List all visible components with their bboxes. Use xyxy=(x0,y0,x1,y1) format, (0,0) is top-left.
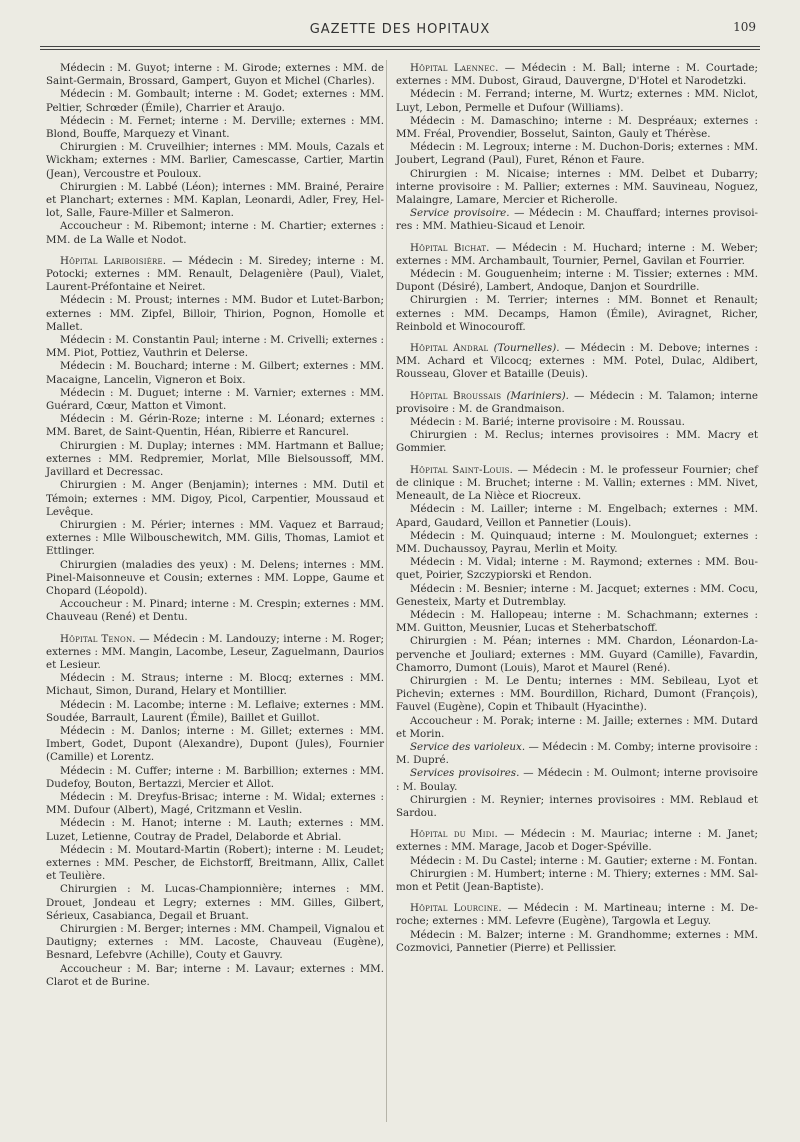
hospital-name: Hôpital Lariboisière. xyxy=(60,254,167,267)
staff-listing: — Médecin : M. Mauriac; interne : M. Janet; externes : MM. Marage, Jacob et Doger-Spéville. xyxy=(396,828,758,854)
staff-listing: Médecin : M. Duguet; interne : M. Varnier; externes : MM. Guérard, Cœur, Matton et Vimont. xyxy=(46,386,384,413)
staff-listing: Accoucheur : M. Porak; interne : M. Jaille; externes : MM. Dutard et Morin. xyxy=(396,714,758,740)
staff-listing: Chirurgien : M. Cruveilhier; internes : MM. Mouls, Cazals et Wickham; externes : MM. Barlier, Camescasse, Cartier, Martin (Jean), Vercoustre et Pouloux. xyxy=(46,141,384,180)
paragraph xyxy=(46,440,384,480)
paragraph xyxy=(396,715,758,741)
paragraph xyxy=(396,294,758,334)
staff-listing: Chirurgien : M. Duplay; internes : MM. Hartmann et Ballue; externes : MM. Redpremier, Morlat, Mlle Bielsoussoff, MM. Javillard et Decressac. xyxy=(46,439,384,479)
staff-listing: Chirurgien : M. Anger (Benjamin); internes : MM. Dutil et Témoin; externes : MM. Digoy, Picol, Carpentier, Moussaud et Levêque. xyxy=(46,479,384,518)
staff-listing: Chirurgien : M. Labbé (Léon); internes : MM. Brainé, Peraire et Planchart; externes : MM. Kaplan, Leonardi, Adler, Frey, Hellot, Salle, Faure-Miller et Salmeron. xyxy=(46,180,384,220)
page-number: 109 xyxy=(733,20,756,34)
paragraph xyxy=(396,868,758,894)
paragraph xyxy=(46,963,384,989)
paragraph xyxy=(396,268,758,294)
staff-listing: Médecin : M. Moutard-Martin (Robert); interne : M. Leudet; externes : MM. Pescher, de Eichstorff, Breitmann, Allix, Callet et Teulière. xyxy=(46,843,384,883)
hospital-name: Hôpital Laennec. xyxy=(410,62,499,74)
paragraph xyxy=(396,115,758,141)
paragraph xyxy=(396,62,758,88)
staff-listing: Médecin : M. Quinquaud; interne : M. Moulonguet; externes : MM. Duchaussoy, Payrau, Merlin et Moity. xyxy=(396,529,758,555)
paragraph xyxy=(396,583,758,609)
staff-listing: — Médecin : M. Comby; interne provisoire : M. Dupré. xyxy=(396,740,759,767)
staff-listing: Médecin : M. Lailler; interne : M. Engelbach; externes : MM. Apard, Gaudard, Veillon et Pannetier (Louis). xyxy=(396,503,758,529)
staff-listing: Chirurgien : M. Berger; internes : MM. Champeil, Vignalou et Dautigny; externes : MM. Lacoste, Chauveau (Eugène), Besnard, Lefebvre (Achille), Couty et Gauvry. xyxy=(46,923,384,962)
journal-title: GAZETTE DES HOPITAUX xyxy=(309,22,491,37)
staff-listing: Médecin : M. Hanot; interne : M. Lauth; externes : MM. Luzet, Letienne, Coutray de Pradel, Delaborde et Abrial. xyxy=(46,817,384,843)
header-rule-double xyxy=(40,49,760,50)
staff-listing: — Médecin : M. Martineau; interne : M. Deroche; externes : MM. Lefevre (Eugène), Targowla et Leguy. xyxy=(396,902,758,928)
paragraph xyxy=(396,609,758,635)
paragraph xyxy=(46,791,384,817)
staff-listing: — Médecin : M. Chauffard; internes provisoires : MM. Mathieu-Sicaud et Lenoir. xyxy=(396,207,759,233)
paragraph xyxy=(46,598,384,624)
staff-listing: Médecin : M. Du Castel; interne : M. Gautier; externe : M. Fontan. xyxy=(410,854,758,867)
staff-listing: Accoucheur : M. Pinard; interne : M. Crespin; externes : MM. Chauveau (René) et Dentu. xyxy=(46,598,384,624)
paragraph xyxy=(396,794,758,820)
paragraph xyxy=(46,360,384,386)
paragraph xyxy=(46,817,384,843)
paragraph xyxy=(46,633,384,673)
paragraph xyxy=(396,902,758,928)
paragraph xyxy=(46,115,384,141)
paragraph xyxy=(46,334,384,360)
paragraph xyxy=(396,88,758,114)
staff-listing: Chirurgien : M. Péan; internes : MM. Chardon, Léonardon-Lapervenche et Jouliard; externes : MM. Guyard (Camille), Favardin, Chamorro, Dumont (Louis), Marot et Maurel (René). xyxy=(396,635,758,674)
staff-listing: Chirurgien : M. Le Dentu; internes : MM. Sebileau, Lyot et Pichevin; externes : MM. Bourdillon, Richard, Dumont (François), Fauvel (Eugène), Copin et Thibault (Hyacinthe). xyxy=(396,674,758,714)
paragraph xyxy=(396,929,758,955)
staff-listing: — Médecin : M. Ball; interne : M. Courtade; externes : MM. Dubost, Giraud, Dauvergne, D'Hotel et Narodetzki. xyxy=(396,62,758,88)
staff-listing: Médecin : M. Gombault; interne : M. Godet; externes : MM. Peltier, Schrœder (Émile), Charrier et Araujo. xyxy=(46,88,384,114)
staff-listing: Médecin : M. Hallopeau; interne : M. Schachmann; externes : MM. Guitton, Meusnier, Lucas et Steherbatschoff. xyxy=(396,608,758,635)
staff-listing: Médecin : M. Straus; interne : M. Blocq; externes : MM. Michaut, Simon, Durand, Helary et Montillier. xyxy=(46,672,384,698)
paragraph xyxy=(46,559,384,599)
staff-listing: Chirurgien : M. Nicaise; internes : MM. Delbet et Dubarry; interne provisoire : M. Pallier; externes : MM. Sauvineau, Noguez, Malaingre, Lamare, Mercier et Richerolle. xyxy=(396,167,758,207)
hospital-name: Hôpital Tenon. xyxy=(60,632,136,645)
staff-listing: Chirurgien : M. Terrier; internes : MM. Bonnet et Renault; externes : MM. Decamps, Hamon (Émile), Aviragnet, Richer, Reinbold et Winocouroff. xyxy=(396,294,758,333)
paragraph xyxy=(396,635,758,675)
staff-listing: Médecin : M. Gérin-Roze; interne : M. Léonard; externes : MM. Baret, de Saint-Quentin, Héan, Ribierre et Rancurel. xyxy=(46,413,384,439)
paragraph xyxy=(46,181,384,221)
staff-listing: Médecin : M. Danlos; interne : M. Gillet; externes : MM. Imbert, Godet, Dupont (Alexandre), Dupont (Jules), Fournier (Camille) et Lorentz. xyxy=(46,724,384,764)
hospital-name: Hôpital Lourcine. xyxy=(410,902,502,915)
staff-listing: — Médecin : M. Debove; internes : MM. Achard et Vilcocq; externes : MM. Potel, Dulac, Aldibert, Rousseau, Glover et Bataille (Deuis). xyxy=(396,342,759,381)
page-header xyxy=(40,18,760,48)
paragraph xyxy=(396,741,758,767)
staff-listing: Chirurgien : M. Reclus; internes provisoires : MM. Macry et Gommier. xyxy=(396,429,758,455)
staff-listing: Médecin : M. Balzer; interne : M. Grandhomme; externes : MM. Cozmovici, Pannetier (Pierre) et Pellissier. xyxy=(396,928,758,954)
paragraph xyxy=(396,141,758,167)
left-column xyxy=(46,62,384,989)
staff-listing: — Médecin : M. Siredey; interne : M. Potocki; externes : MM. Renault, Delagenière (Paul), Vialet, Laurent-Préfontaine et Neiret. xyxy=(46,254,384,294)
staff-listing: Accoucheur : M. Ribemont; interne : M. Chartier; externes : MM. de La Walle et Nodot. xyxy=(46,220,384,246)
hospital-name: Hôpital Broussais xyxy=(410,389,502,402)
staff-listing: Médecin : M. Constantin Paul; interne : M. Crivelli; externes : MM. Piot, Pottiez, Vauthrin et Delerse. xyxy=(46,334,384,360)
staff-listing: Médecin : M. Proust; internes : MM. Budor et Lutet-Barbon; externes : MM. Zipfel, Billoir, Thirion, Pognon, Homolle et Mallet. xyxy=(46,294,384,333)
staff-listing: Chirurgien : M. Humbert; interne : M. Thiery; externes : MM. Salmon et Petit (Jean-Baptiste). xyxy=(396,867,758,893)
paragraph xyxy=(396,242,758,268)
paragraph xyxy=(46,923,384,963)
staff-listing: — Médecin : M. le professeur Fournier; chef de clinique : M. Bruchet; interne : M. Vallin; externes : MM. Nivet, Meneault, de La Nièce et Riocreux. xyxy=(396,463,758,503)
paragraph xyxy=(46,699,384,725)
paragraph xyxy=(396,855,758,868)
paragraph xyxy=(396,342,758,382)
paragraph xyxy=(46,765,384,791)
paragraph xyxy=(46,141,384,181)
header-rule xyxy=(40,46,760,47)
paragraph xyxy=(46,387,384,413)
staff-listing: Médecin : M. Dreyfus-Brisac; interne : M. Widal; externes : MM. Dufour (Albert), Magé, Critzmann et Veslin. xyxy=(46,790,384,817)
staff-listing: Accoucheur : M. Bar; interne : M. Lavaur; externes : MM. Clarot et de Burine. xyxy=(46,962,384,988)
hospital-name: Hôpital Saint-Louis. xyxy=(410,463,514,476)
staff-listing: Médecin : M. Damaschino; interne : M. Despréaux; externes : MM. Fréal, Provendier, Bosselut, Sainton, Gauly et Thérèse. xyxy=(396,114,758,141)
staff-listing: Chirurgien : M. Lucas-Championnière; internes : MM. Drouet, Jondeau et Legry; externes : MM. Gilles, Gilbert, Sérieux, Casabianca, Degail et Bruant. xyxy=(46,883,384,922)
service-label: (Tournelles). xyxy=(488,342,560,355)
staff-listing: Médecin : M. Lacombe; interne : M. Leflaive; externes : MM. Soudée, Barrault, Laurent (Émile), Baillet et Guillot. xyxy=(46,698,384,724)
staff-listing: Médecin : M. Gouguenheim; interne : M. Tissier; externes : MM. Dupont (Désiré), Lambert, Andoque, Danjon et Sourdrille. xyxy=(396,268,758,294)
staff-listing: Médecin : M. Legroux; interne : M. Duchon-Doris; externes : MM. Joubert, Legrand (Paul), Furet, Rénon et Faure. xyxy=(396,141,758,167)
paragraph xyxy=(46,88,384,114)
paragraph xyxy=(46,844,384,884)
staff-listing: Médecin : M. Ferrand; interne, M. Wurtz; externes : MM. Niclot, Luyt, Lebon, Permelle et Dufour (Williams). xyxy=(396,88,758,114)
paragraph xyxy=(396,530,758,556)
staff-listing: Chirurgien : M. Reynier; internes provisoires : MM. Reblaud et Sardou. xyxy=(396,793,758,819)
right-column xyxy=(396,62,758,955)
staff-listing: Chirurgien : M. Périer; internes : MM. Vaquez et Barraud; externes : Mlle Wilbouschewitch, MM. Gilis, Thomas, Lamiot et Ettlinger. xyxy=(46,518,384,558)
service-label: Service des varioleux. xyxy=(410,740,526,753)
paragraph xyxy=(46,672,384,698)
staff-listing: Médecin : M. Vidal; interne : M. Raymond; externes : MM. Bouquet, Poirier, Szczypiorski et Rendon. xyxy=(396,556,758,582)
staff-listing: Médecin : M. Fernet; interne : M. Derville; externes : MM. Blond, Bouffe, Marquezy et Vinant. xyxy=(46,114,384,141)
paragraph xyxy=(396,503,758,529)
paragraph xyxy=(46,220,384,246)
staff-listing: Chirurgien (maladies des yeux) : M. Delens; internes : MM. Pinel-Maisonneuve et Cousin; externes : MM. Loppe, Gaume et Chopard (Léopold). xyxy=(46,558,384,597)
paragraph xyxy=(396,464,758,504)
paragraph xyxy=(46,519,384,559)
paragraph xyxy=(396,416,758,429)
hospital-name: Hôpital Andral xyxy=(410,342,489,355)
paragraph xyxy=(396,429,758,455)
paragraph xyxy=(46,479,384,519)
paragraph xyxy=(46,294,384,334)
staff-listing: — Médecin : M. Landouzy; interne : M. Roger; externes : MM. Mangin, Lacombe, Leseur, Zaguelmann, Daurios et Lesieur. xyxy=(46,632,384,671)
paragraph xyxy=(396,556,758,582)
staff-listing: Médecin : M. Guyot; interne : M. Girode; externes : MM. de Saint-Germain, Brossard, Gampert, Guyon et Michel (Charles). xyxy=(46,62,384,88)
staff-listing: Médecin : M. Besnier; interne : M. Jacquet; externes : MM. Cocu, Genesteix, Marty et Dutremblay. xyxy=(396,582,758,608)
paragraph xyxy=(46,413,384,439)
paragraph xyxy=(396,767,758,793)
staff-listing: — Médecin : M. Talamon; interne provisoire : M. de Grandmaison. xyxy=(396,389,758,415)
column-divider xyxy=(386,60,387,1122)
paragraph xyxy=(396,828,758,854)
staff-listing: — Médecin : M. Huchard; interne : M. Weber; externes : MM. Archambault, Tournier, Pernel, Gavilan et Fourrier. xyxy=(396,241,758,267)
service-label: (Mariniers). xyxy=(501,389,569,402)
staff-listing: Médecin : M. Cuffer; interne : M. Barbillion; externes : MM. Dudefoy, Bouton, Bertazzi, Mercier et Allot. xyxy=(46,764,384,790)
hospital-name: Hôpital du Midi. xyxy=(410,828,499,841)
staff-listing: Médecin : M. Barié; interne provisoire : M. Roussau. xyxy=(410,416,685,429)
service-label: Services provisoires. xyxy=(410,767,520,780)
paragraph xyxy=(396,207,758,233)
hospital-name: Hôpital Bichat. xyxy=(410,241,490,254)
paragraph xyxy=(46,255,384,295)
staff-listing: Médecin : M. Bouchard; interne : M. Gilbert; externes : MM. Macaigne, Lancelin, Vigneron et Boix. xyxy=(46,360,384,386)
staff-listing: — Médecin : M. Oulmont; interne provisoire : M. Boulay. xyxy=(396,767,758,793)
paragraph xyxy=(396,390,758,416)
paragraph xyxy=(46,883,384,923)
service-label: Service provisoire. xyxy=(410,207,510,220)
paragraph xyxy=(396,168,758,208)
paragraph xyxy=(46,725,384,765)
paragraph xyxy=(396,675,758,715)
paragraph xyxy=(46,62,384,88)
